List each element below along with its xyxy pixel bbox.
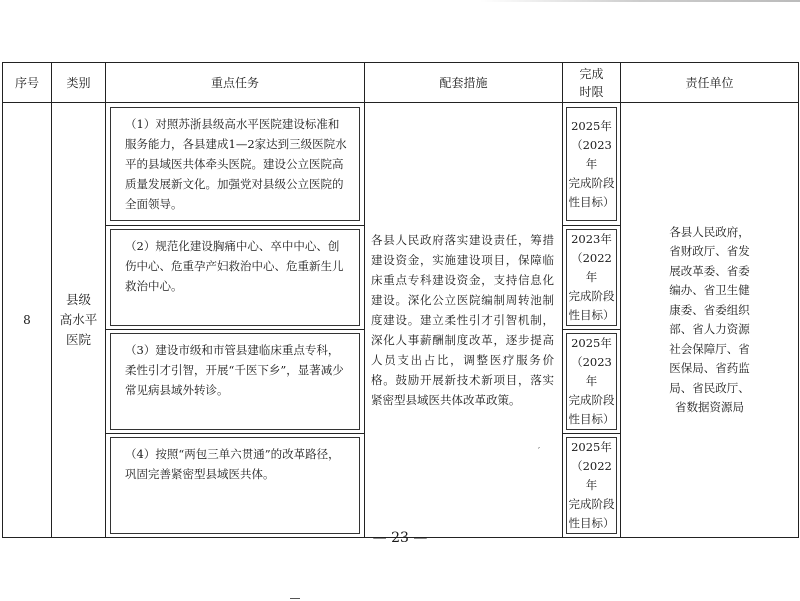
header-responsible: 责任单位	[621, 63, 799, 103]
deadline-text: 2025年 （2023年 完成阶段 性目标）	[566, 107, 617, 221]
deadline-cell-4	[563, 434, 621, 538]
task-cell-4	[106, 434, 365, 538]
responsible-text: 各县人民政府， 省财政厅、省发 展改革委、省委 编办、省卫生健 康委、省委组织 部、省人力资源 社会保障厅、省 医保局、省药监 局、省民政厅、 省数据资源局	[669, 224, 750, 414]
header-measure: 配套措施	[365, 63, 563, 103]
task-cell-1	[106, 103, 365, 226]
task-item: （1）对照苏浙县级高水平医院建设标准和服务能力，各县建成1—2家达到三级医院水平的县域医共体牵头医院。建设公立医院高质量发展新文化。加强党对县级公立医院的全面领导。	[110, 107, 360, 221]
deadline-text: 2023年 （2022年 完成阶段 性目标）	[566, 229, 617, 326]
deadline-text: 2025年 （2022年 完成阶段 性目标）	[566, 437, 617, 534]
task-cell-2	[106, 226, 365, 330]
deadline-cell-1	[563, 103, 621, 226]
row-seq: 8	[3, 103, 52, 538]
responsible-cell	[621, 103, 799, 538]
measure-cell	[365, 103, 563, 538]
row-category: 县级 高水平 医院	[52, 103, 106, 538]
deadline-cell-3	[563, 330, 621, 434]
header-row	[3, 63, 799, 103]
task-item: （2）规范化建设胸痛中心、卒中中心、创伤中心、危重孕产妇救治中心、危重新生儿救治中心。	[110, 229, 360, 326]
scan-tick-mark: ′	[538, 447, 541, 457]
header-task: 重点任务	[106, 63, 365, 103]
task-cell-3	[106, 330, 365, 434]
page-number: — 23 —	[372, 530, 428, 546]
scan-edge-shadow	[0, 0, 800, 2]
task-table	[2, 62, 799, 538]
deadline-cell-2	[563, 226, 621, 330]
header-deadline: 完成 时限	[563, 63, 621, 103]
header-seq: 序号	[3, 63, 52, 103]
measure-text: 各县人民政府落实建设责任，筹措建设资金，实施建设项目，保障临床重点专科建设资金，支持信息化建设。深化公立医院编制周转池制度建设。建立柔性引才引智机制，深化人事薪酬制度改革，逐步提高人员支出占比，调整医疗服务价格。鼓励开展新技术新项目，落实紧密型县域医共体改革政策。	[371, 233, 554, 407]
table-row	[3, 103, 799, 226]
header-category: 类别	[52, 63, 106, 103]
deadline-text: 2025年 （2023年 完成阶段 性目标）	[566, 333, 617, 430]
task-item: （4）按照“两包三单六贯通”的改革路径，巩固完善紧密型县域医共体。	[110, 437, 360, 534]
task-item: （3）建设市级和市管县建临床重点专科，柔性引才引智，开展“千医下乡”，显著减少常见病县域外转诊。	[110, 333, 360, 430]
scan-mark	[290, 598, 300, 599]
